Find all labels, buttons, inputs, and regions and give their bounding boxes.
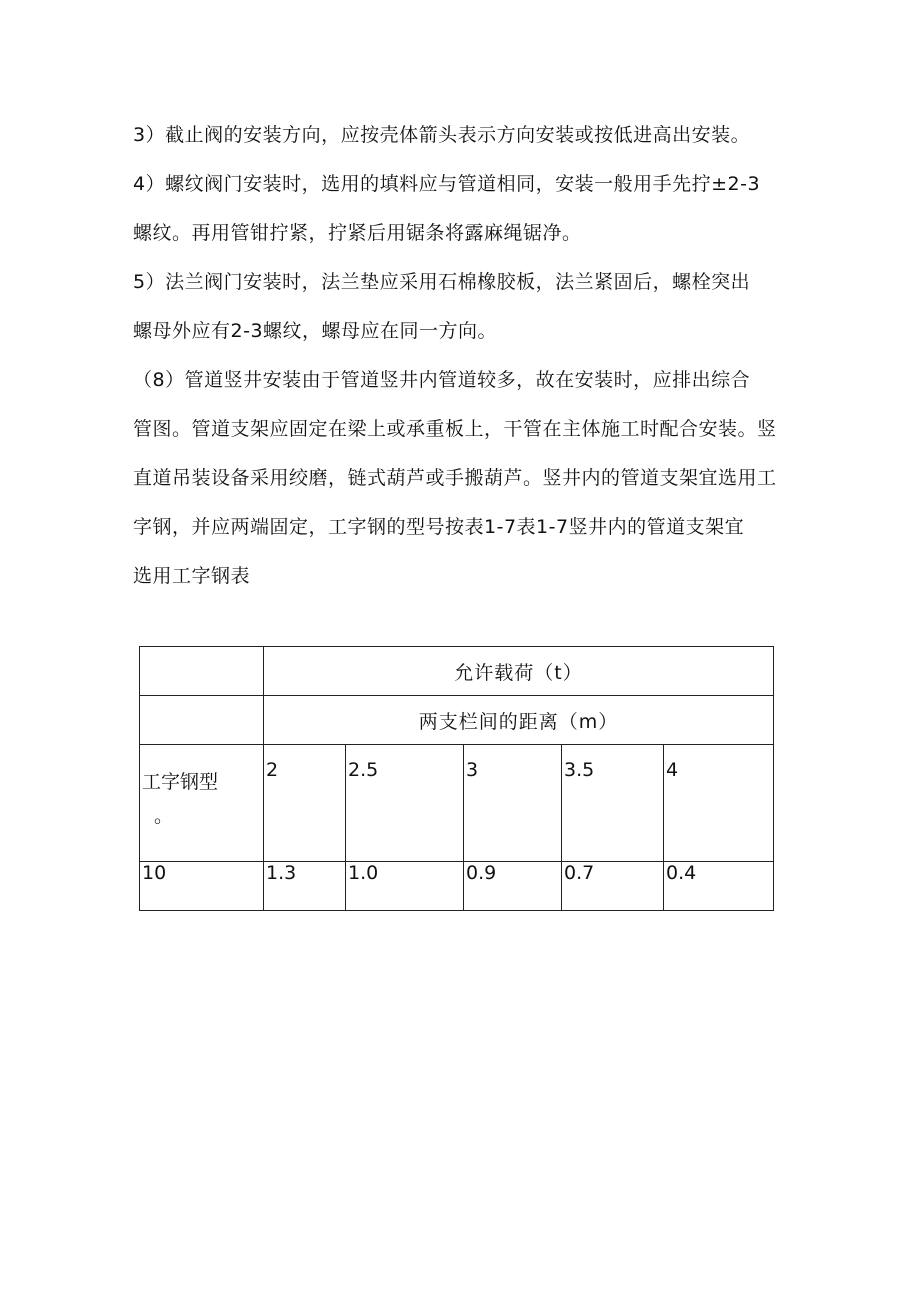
- distance-cell: 3.5: [562, 745, 664, 862]
- i-beam-model-label-suffix: 。: [154, 805, 174, 827]
- load-value-cell: 1.3: [264, 862, 346, 911]
- i-beam-model-cell: 10: [140, 862, 264, 911]
- table-empty-cell: [140, 647, 264, 696]
- distance-cell: 3: [464, 745, 562, 862]
- paragraph-line: 字钢，并应两端固定，工字钢的型号按表1-7表1-7竖井内的管道支架宜: [133, 516, 745, 538]
- table-header-row: [140, 647, 774, 696]
- load-value-cell: 0.9: [464, 862, 562, 911]
- table-header-row: [140, 696, 774, 745]
- table-distance-row: [140, 745, 774, 862]
- paragraph-line: 5）法兰阀门安装时，法兰垫应采用石棉橡胶板，法兰紧固后，螺栓突出: [133, 271, 751, 293]
- load-value-cell: 1.0: [346, 862, 464, 911]
- paragraph-line: 4）螺纹阀门安装时，选用的填料应与管道相同，安装一般用手先拧±2-3: [133, 173, 761, 195]
- paragraph-line: 螺母外应有2-3螺纹，螺母应在同一方向。: [133, 320, 498, 342]
- i-beam-model-label: 工字钢型: [142, 771, 219, 793]
- table-empty-cell: [140, 696, 264, 745]
- paragraph-line: 螺纹。再用管钳拧紧，拧紧后用锯条将露麻绳锯净。: [133, 222, 582, 244]
- load-value-cell: 0.4: [664, 862, 774, 911]
- support-distance-header: 两支栏间的距离（m）: [264, 696, 774, 745]
- table-row: [140, 862, 774, 911]
- load-value-cell: 0.7: [562, 862, 664, 911]
- paragraph-line: （8）管道竖井安装由于管道竖井内管道较多，故在安装时，应排出综合: [133, 369, 751, 391]
- distance-cell: 2: [264, 745, 346, 862]
- allowed-load-header: 允许载荷（t）: [264, 647, 774, 696]
- paragraph-line: 3）截止阀的安装方向，应按壳体箭头表示方向安装或按低进高出安装。: [133, 124, 751, 146]
- distance-cell: 2.5: [346, 745, 464, 862]
- i-beam-model-label-cell: [140, 745, 264, 862]
- i-beam-load-table: [139, 646, 774, 911]
- paragraph-line: 管图。管道支架应固定在梁上或承重板上，干管在主体施工时配合安装。竖: [133, 418, 777, 440]
- paragraph-line: 选用工字钢表: [133, 565, 251, 587]
- paragraph-line: 直道吊装设备采用绞磨，链式葫芦或手搬葫芦。竖井内的管道支架宜选用工: [133, 467, 777, 489]
- distance-cell: 4: [664, 745, 774, 862]
